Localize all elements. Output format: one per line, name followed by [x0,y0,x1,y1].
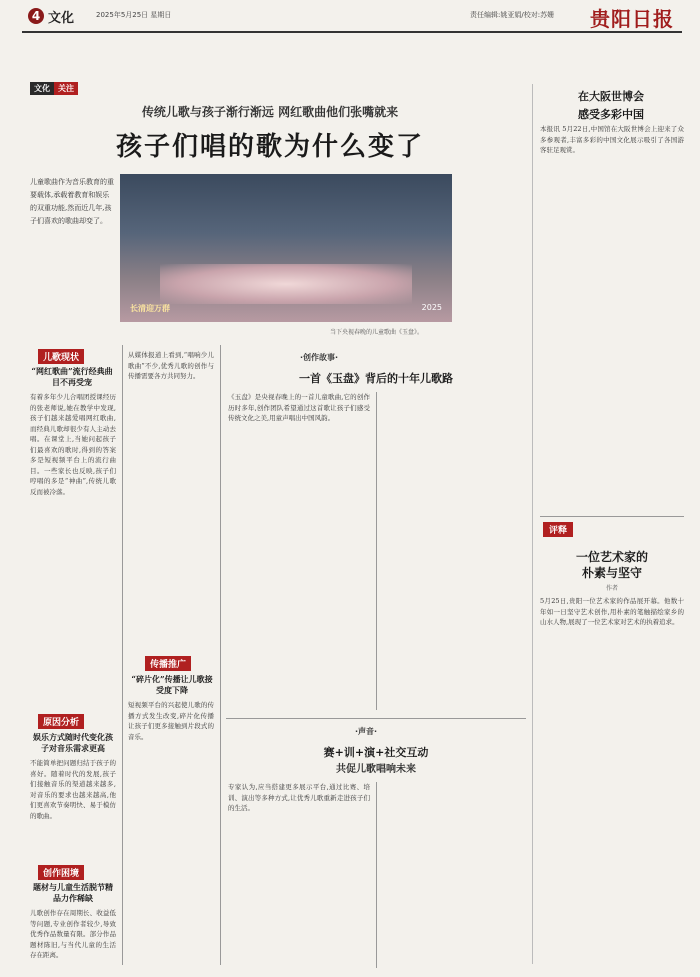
title-s1: “网红歌曲”流行经典曲目不再受宠 [31,366,113,387]
column-divider-4 [376,782,377,968]
page-number: 4 [28,8,44,24]
comment-title-a: 一位艺术家的 [575,550,648,564]
sidebar-story-body: 本报讯 5月22日,中国馆在大阪世博会上迎来了众多参观者,丰富多彩的中国文化展示吸引了各国游客驻足观赏。 [540,125,684,154]
sidebar-rule [540,516,684,517]
body-s1: 有着多年少儿合唱团授课经历的张老师说,她在教学中发现,孩子们越来越爱唱网红歌曲,而经典儿歌却很少有人主动去唱。在课堂上,当她问起孩子们最喜欢的歌时,得到的答案多是短视频平台上的流行曲目。一些家长也反映,孩子们哼唱的多是“神曲”,传统儿歌反而被冷落。 [30,393,116,496]
body-s6-col-b [382,782,524,968]
comment-byline: 作者 [605,585,618,592]
section-rule [226,718,526,719]
editor-credit: 责任编辑:姚亚娟/校对:苏姗 [470,11,555,19]
kicker-label-b: 关注 [54,82,78,95]
body-s6-col-a: 专家认为,应当搭建更多展示平台,通过比赛、培训、演出等多种方式,让优秀儿歌重新走进孩子们的生活。 [228,783,370,812]
tag-s1: 儿歌现状 [38,349,84,364]
column-divider-3 [376,392,377,710]
photo-badge: 2025 [421,303,442,312]
page-header [0,0,700,34]
body-mid: 从媒体报道上看到,“唱响少儿歌曲”不少,优秀儿歌的创作与传播需要各方共同努力。 [128,351,214,380]
body-s4: 短视频平台的兴起使儿歌的传播方式发生改变,碎片化传播让孩子们更多接触到片段式的音乐。 [128,701,214,741]
tag-s2: 原因分析 [38,714,84,729]
column-divider-1 [122,345,123,965]
comment-tag: 评释 [543,522,573,537]
title-s4: “碎片化”传播让儿歌接受度下降 [131,674,213,695]
tag-s4: 传播推广 [145,656,191,671]
section-name: 文化 [48,11,75,26]
subtitle-s6: 共促儿歌唱响未来 [336,764,416,775]
sidebar-story-title [540,88,682,122]
header-rule [22,31,682,33]
sidebar-title-line-a: 在大阪世博会 [578,90,644,103]
section-kicker [30,82,78,95]
title-s2: 娱乐方式随时代变化孩子对音乐需求更高 [33,732,113,753]
body-s5-col-a: 《玉盘》是央视春晚上的一首儿童歌曲,它的创作历时多年,创作团队希望通过这首歌让孩子们感受传统文化之美,用童声唱出中国风韵。 [228,393,370,422]
body-s5-col-b [382,392,524,710]
title-s5: 一首《玉盘》背后的十年儿歌路 [299,372,453,385]
tag-s5: ·创作故事· [300,353,339,362]
body-s3: 儿歌创作存在周期长、收益低等问题,专业创作者较少,导致优秀作品数量有限。部分作品题材陈旧,与当代儿童的生活存在距离。 [30,909,116,959]
comment-body: 5月25日,贵阳一位艺术家的作品展开幕。他数十年如一日坚守艺术创作,用朴素的笔触描绘家乡的山水人物,展现了一位艺术家对艺术的执着追求。 [540,597,684,626]
main-subhead: 传统儿歌与孩子渐行渐远 网红歌曲他们张嘴就来 [141,105,399,119]
issue-date: 2025年5月25日 星期日 [96,11,172,19]
tag-s3: 创作困境 [38,865,84,880]
stage-light [160,264,412,304]
main-lede: 儿童歌曲作为音乐教育的重要载体,承载着教育和娱乐的双重功能,然而近几年,孩子们喜欢的歌曲却变了。 [30,178,114,225]
sidebar-divider [532,84,533,964]
newspaper-logo: 贵阳日报 [590,7,674,31]
comment-title-b: 朴素与坚守 [581,566,642,580]
kicker-label-a: 文化 [30,82,54,95]
photo-overlay-text: 长清迎万群 [130,304,170,313]
lead-photo [120,174,452,322]
column-divider-2 [220,345,221,965]
body-s2: 不能简单把问题归结于孩子的喜好。随着时代的发展,孩子们接触音乐的渠道越来越多,对音乐的要求也越来越高,他们更喜欢节奏明快、易于模仿的歌曲。 [30,759,116,820]
title-s6: 赛+训+演+社交互动 [323,746,429,759]
sidebar-title-line-b: 感受多彩中国 [578,108,644,121]
title-s3: 题材与儿童生活脱节精品力作稀缺 [33,882,113,903]
tag-s6: ·声音· [355,727,378,736]
photo-caption: 当下央视春晚的儿童歌曲《玉盘》。 [330,329,424,336]
main-headline: 孩子们唱的歌为什么变了 [115,132,424,162]
